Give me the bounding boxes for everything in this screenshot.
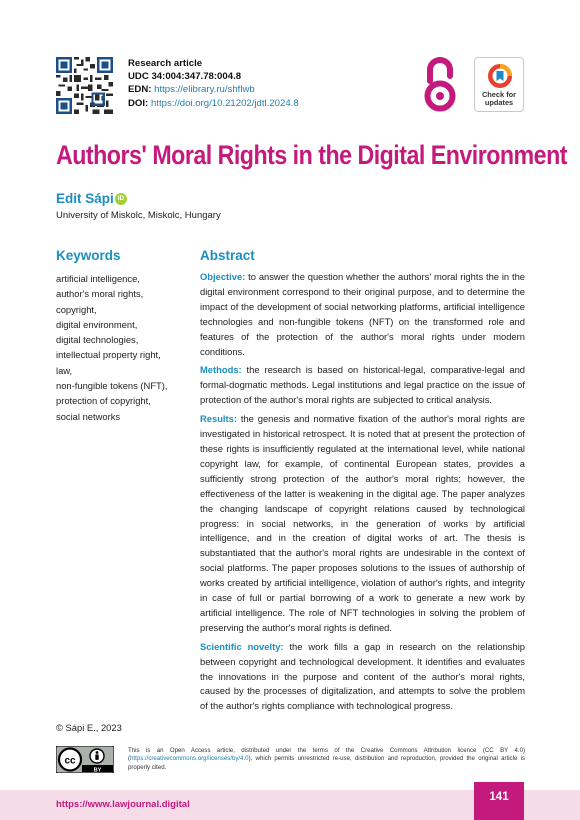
affiliation: University of Miskolc, Miskolc, Hungary xyxy=(56,210,221,221)
check-updates-icon xyxy=(487,63,513,89)
results-label: Results: xyxy=(200,413,237,425)
keyword-item: digital technologies, xyxy=(56,334,139,346)
keyword-item: intellectual property right, xyxy=(56,349,161,361)
check-badge-label: Check for updates xyxy=(481,90,517,107)
page-number: 141 xyxy=(474,782,524,820)
article-title: Authors' Moral Rights in the Digital Environment xyxy=(56,140,567,170)
novelty-text: the work fills a gap in research on the relationship between copyright and technological development. It identifies and evaluates the innovations in the purpose and content of the author's moral rights, caused by the processes of digitalization, and attempts to solve the problem of the author's rights compliance with technological progress. xyxy=(200,640,525,712)
doi-link[interactable]: https://doi.org/10.21202/jdtl.2024.8 xyxy=(150,97,299,109)
keyword-item: author's moral rights, xyxy=(56,288,144,300)
journal-url-link[interactable]: https://www.lawjournal.digital xyxy=(56,799,190,810)
qr-code-icon xyxy=(56,57,113,114)
by-label: BY xyxy=(93,767,102,773)
cc-by-license-icon[interactable] xyxy=(56,746,114,773)
article-meta xyxy=(128,57,299,110)
edn-link[interactable]: https://elibrary.ru/shflwb xyxy=(154,84,255,96)
doi-label: DOI: xyxy=(128,97,149,109)
objective-label: Objective: xyxy=(200,271,246,282)
copyright-notice: © Sápi E., 2023 xyxy=(56,722,122,733)
license-text-after: ), which permits unrestricted re-use, distribution and reproduction, provided the original article is properly cited. xyxy=(128,755,525,771)
abstract-results xyxy=(200,412,525,636)
keyword-item: law, xyxy=(56,364,73,376)
keyword-item: artificial intelligence, xyxy=(56,273,140,284)
edn-label: EDN: xyxy=(128,84,152,96)
keywords-list xyxy=(56,271,168,424)
license-text-before: This is an Open Access article, distributed under the terms of the Creative Commons Attribution licence (CC BY 4.0) ( xyxy=(128,747,525,763)
novelty-label: Scientific novelty: xyxy=(200,640,284,652)
license-link[interactable]: https://creativecommons.org/licenses/by/4.0 xyxy=(130,755,249,763)
udc-code: UDC 34:004:347.78:004.8 xyxy=(128,71,242,83)
methods-text: the research is based on historical-legal, comparative-legal and formal-dogmatic methods. Legal institutions and legal practice on the issue of protection of the author's moral rights are subjected to critical analysis. xyxy=(200,364,525,406)
objective-text: to answer the question whether the authors' moral rights the in the digital environment correspond to their original purpose, and to determine the impact of the development of social networking platforms, artificial intelligence technologies and non-fungible tokens (NFT) on the transformed role and features of the protection of the author's moral rights under modern conditions. xyxy=(200,271,526,357)
methods-label: Methods: xyxy=(200,364,242,376)
abstract-heading: Abstract xyxy=(200,248,255,263)
results-text: the genesis and normative fixation of the author's moral rights are investigated in historical retrospect. It is noted that at present the protection of these rights is insufficiently regulated at the international level, while national copyright law, for example, of continental European states, provides a sufficiently strong protection of the author's moral rights; however, the effectiveness of the latter is weakening in the digital age. The paper analyzes the changing landscape of copyright relations caused by technological progress: in social networks, in the generation of works by artificial intelligence, and in the creation of digital works of art. The thesis is substantiated that the author's moral rights are undesirable in the context of social platforms. The paper proposes solutions to the issues of authorship of works created by artificial intelligence, violation of author's rights, and integrity in case of full or partial borrowing of a work to generate a new work by artificial intelligence. The role of NFT technologies in solving the problem of preserving the author's moral rights is defined. xyxy=(200,413,526,633)
open-access-icon xyxy=(421,56,459,112)
keyword-item: copyright, xyxy=(56,303,97,315)
article-type: Research article xyxy=(128,58,203,69)
keyword-item: protection of copyright, xyxy=(56,395,151,407)
abstract-objective xyxy=(200,270,525,359)
orcid-icon[interactable]: iD xyxy=(115,193,127,205)
license-text xyxy=(128,747,525,772)
keywords-heading: Keywords xyxy=(56,248,121,263)
abstract-body xyxy=(200,270,525,718)
keyword-item: non-fungible tokens (NFT), xyxy=(56,380,168,392)
cc-label: cc xyxy=(64,755,76,767)
abstract-novelty xyxy=(200,640,525,715)
author-name[interactable]: Edit Sápi xyxy=(56,191,114,206)
keyword-item: social networks xyxy=(56,410,121,422)
abstract-methods xyxy=(200,363,525,408)
check-for-updates-badge[interactable] xyxy=(474,57,524,112)
keyword-item: digital environment, xyxy=(56,318,138,330)
